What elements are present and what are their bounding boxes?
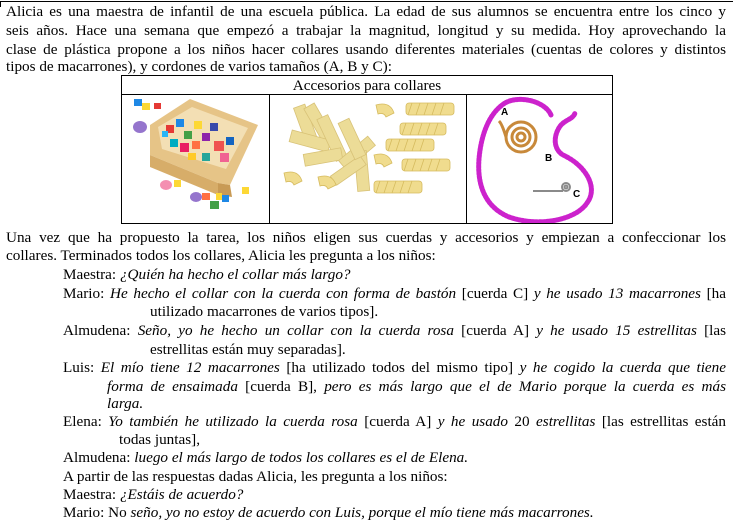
dialogue-almudena-2: Almudena: luego el más largo de todos los collares es el de Elena. (63, 449, 469, 466)
cord-label-a: A (501, 107, 509, 118)
cords-cell (467, 95, 613, 224)
dialogue-almudena-1-cont: estrellitas están muy separadas]. (150, 341, 346, 358)
middle-line-2: collares. Terminados todos los collares, Alicia les pregunta a los niños: (6, 247, 436, 264)
beads-box-image (122, 95, 269, 223)
narration-line: A partir de las respuestas dadas Alicia, les pregunta a los niños: (63, 468, 448, 485)
accessories-table (121, 75, 613, 224)
dialogue-luis-cont-1: forma de ensaimada [cuerda B], pero es más largo que el de Mario porque la cuerda es más (107, 378, 727, 395)
dialogue-mario-1: Mario: He hecho el collar con la cuerda con forma de bastón [cuerda C] y he usado 13 macarrones [ha (63, 285, 727, 302)
dialogue-maestra-2: Maestra: ¿Estáis de acuerdo? (63, 486, 244, 503)
cord-label-b: B (545, 153, 553, 164)
dialogue-mario-1-cont: utilizado macarrones de varios tipos]. (150, 303, 379, 320)
intro-line-4: tipos de macarrones), y cordones de varios tamaños (A, B y C): (6, 58, 392, 75)
intro-line-3: clase de plástica propone a los niños hacer collares usando diferentes materiales (cuentas de colores y distintos (6, 41, 726, 58)
middle-line-1: Una vez que ha propuesto la tarea, los niños eligen sus cuerdas y accesorios y empiezan a confeccionar los (6, 229, 726, 246)
dialogue-elena: Elena: Yo también he utilizado la cuerda rosa [cuerda A] y he usado 20 estrellitas [las estrellitas están (63, 413, 727, 430)
page-border-left (0, 1, 1, 7)
dialogue-elena-cont: todas juntas], (119, 431, 200, 448)
cords-image (467, 95, 612, 223)
dialogue-luis-cont-2: larga. (107, 395, 144, 412)
table-header: Accesorios para collares (122, 76, 613, 95)
pasta-cell (270, 95, 467, 224)
cord-label-c: C (573, 189, 581, 200)
speech: ¿Quién ha hecho el collar más largo? (119, 266, 351, 283)
speaker: Maestra: (63, 266, 117, 283)
dialogue-mario-2: Mario: No seño, yo no estoy de acuerdo con Luis, porque el mío tiene más macarrones. (63, 504, 594, 521)
dialogue-maestra-1 (63, 265, 351, 285)
dialogue-almudena-1: Almudena: Seño, yo he hecho un collar con la cuerda rosa [cuerda A] y he usado 15 estrellitas [las (63, 322, 727, 339)
intro-line-1: Alicia es una maestra de infantil de una escuela pública. La edad de sus alumnos se encuentra entre los cinco y (6, 3, 726, 20)
pasta-image (270, 95, 466, 223)
dialogue-luis: Luis: El mío tiene 12 macarrones [ha utilizado todos del mismo tipo] y he cogido la cuerda que tiene (63, 359, 727, 376)
intro-line-2: seis años. Hace una semana que empezó a trabajar la magnitud, longitud y su medida. Hoy aprovechando la (6, 22, 726, 39)
beads-cell (122, 95, 270, 224)
